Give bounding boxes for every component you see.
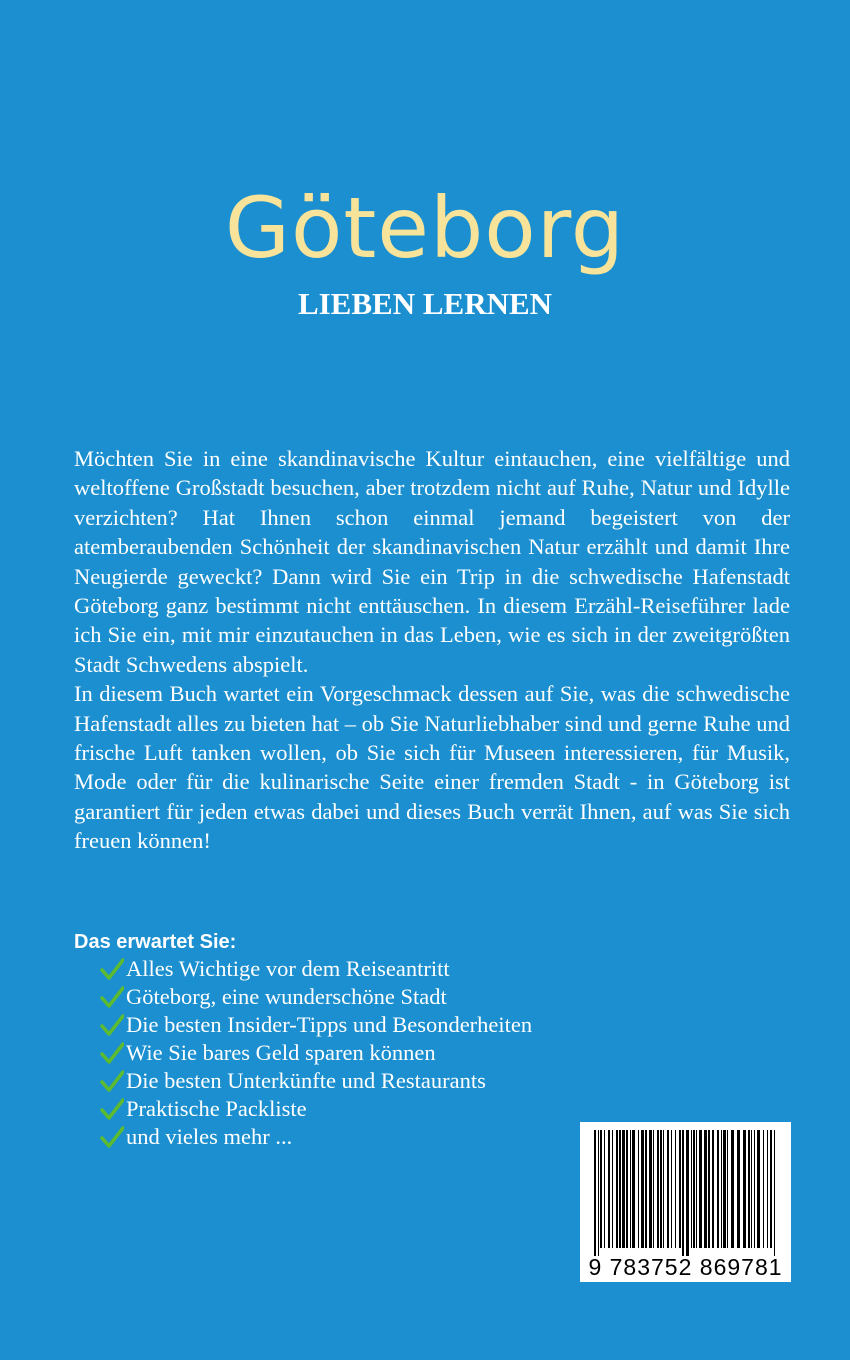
checkmark-icon: [100, 1069, 124, 1093]
barcode-bar: [632, 1130, 635, 1248]
barcode-bar: [612, 1130, 613, 1248]
expect-heading: Das erwartet Sie:: [74, 931, 237, 953]
checkmark-icon: [100, 957, 124, 981]
checklist-item-label: Die besten Insider-Tipps und Besonderheiten: [126, 1012, 533, 1037]
barcode-bar: [660, 1130, 662, 1248]
checklist-item-label: Alles Wichtige vor dem Reiseantritt: [126, 956, 450, 981]
barcode-bar: [770, 1130, 772, 1248]
checklist-item-label: Die besten Unterkünfte und Restaurants: [126, 1068, 486, 1093]
barcode-bar: [748, 1130, 750, 1248]
barcode-bar: [671, 1130, 672, 1248]
checkmark-icon: [100, 1013, 124, 1037]
barcode-bar: [675, 1130, 676, 1248]
barcode-bar: [723, 1130, 726, 1248]
barcode-bar: [667, 1130, 669, 1248]
checklist-item: [100, 955, 532, 983]
barcode-bars: [580, 1122, 791, 1257]
checkmark-icon: [100, 985, 124, 1009]
barcode-bar: [641, 1130, 644, 1248]
barcode-bar: [626, 1130, 628, 1248]
checkmark-icon: [100, 1097, 124, 1121]
barcode-bar: [663, 1130, 664, 1248]
checklist-item-label: Wie Sie bares Geld sparen können: [126, 1040, 436, 1065]
barcode-bar: [696, 1130, 697, 1248]
checklist-item-label: und vieles mehr ...: [126, 1124, 293, 1149]
barcode-bar: [600, 1130, 602, 1248]
barcode-bar: [616, 1130, 618, 1248]
barcode-bar: [638, 1130, 639, 1248]
barcode-bar: [608, 1130, 610, 1248]
barcode-bar: [774, 1130, 775, 1256]
barcode-bar: [604, 1130, 605, 1248]
barcode-bar: [598, 1130, 599, 1256]
blurb-paragraph-1: Möchten Sie in eine skandinavische Kultur eintauchen, eine vielfältige und weltoffene Großstadt besuchen, aber trotzdem nicht auf Ruhe, Natur und Idylle verzichten? Hat Ihnen schon einmal jemand begeistert von der atemberaubenden Schönheit der skandinavischen Natur erzählt und damit Ihre Neugierde geweckt? Dann wird Sie ein Trip in die schwedische Hafenstadt Göteborg ganz bestimmt nicht enttäuschen. In diesem Erzähl-Reiseführer lade ich Sie ein, mit mir einzutauchen in das Leben, wie es sich in der zweitgrößten Stadt Schwedens abspielt.: [74, 446, 790, 677]
barcode-bar: [751, 1130, 752, 1248]
book-title: Göteborg: [224, 179, 626, 277]
barcode-bar: [653, 1130, 654, 1248]
barcode-bar: [619, 1130, 621, 1248]
barcode-bar: [630, 1130, 631, 1248]
blurb-paragraph-2: In diesem Buch wartet ein Vorgeschmack dessen auf Sie, was die schwedische Hafenstadt alles zu bieten hat – ob Sie Naturliebhaber sind und gerne Ruhe und frische Luft tanken wollen, ob Sie sich für Museen interessieren, für Musik, Mode oder für die kulinarische Seite einer fremden Stadt - in Göteborg ist garantiert für jeden etwas dabei und dieses Buch verrät Ihnen, auf was Sie sich freuen können!: [74, 681, 790, 854]
barcode-bar: [712, 1130, 714, 1248]
barcode-bar: [737, 1130, 740, 1248]
barcode-bar: [757, 1130, 760, 1248]
barcode-bar: [679, 1130, 681, 1248]
checklist-item-label: Praktische Packliste: [126, 1096, 307, 1121]
checklist-item: [100, 983, 532, 1011]
isbn-barcode: [580, 1122, 791, 1282]
barcode-bar: [699, 1130, 702, 1248]
barcode-bar: [657, 1130, 659, 1248]
barcode-bar: [754, 1130, 755, 1248]
checklist-item: [100, 1011, 532, 1039]
checklist-item: [100, 1095, 532, 1123]
barcode-bar: [693, 1130, 695, 1248]
checklist-item: [100, 1067, 532, 1095]
barcode-bar: [767, 1130, 768, 1248]
barcode-bar: [682, 1130, 684, 1256]
checklist-item: [100, 1123, 532, 1151]
blurb-text: [74, 444, 790, 856]
feature-checklist: [100, 955, 532, 1151]
checkmark-icon: [100, 1041, 124, 1065]
barcode-bar: [704, 1130, 707, 1248]
barcode-bar: [708, 1130, 710, 1248]
barcode-bar: [721, 1130, 722, 1248]
barcode-bar: [691, 1130, 692, 1248]
barcode-bar: [727, 1130, 728, 1248]
barcode-bar: [622, 1130, 625, 1248]
checkmark-icon: [100, 1125, 124, 1149]
isbn-digits: 9 783752 869781: [588, 1254, 783, 1280]
barcode-bar: [686, 1130, 689, 1256]
barcode-bar: [649, 1130, 652, 1248]
barcode-bar: [743, 1130, 746, 1248]
barcode-bar: [594, 1130, 596, 1256]
barcode-bar: [717, 1130, 719, 1248]
book-subtitle: LIEBEN LERNEN: [297, 286, 553, 321]
checklist-item: [100, 1039, 532, 1067]
checklist-item-label: Göteborg, eine wunderschöne Stadt: [126, 984, 447, 1009]
barcode-bar: [731, 1130, 734, 1248]
barcode-bar: [645, 1130, 647, 1248]
barcode-bar: [763, 1130, 764, 1248]
